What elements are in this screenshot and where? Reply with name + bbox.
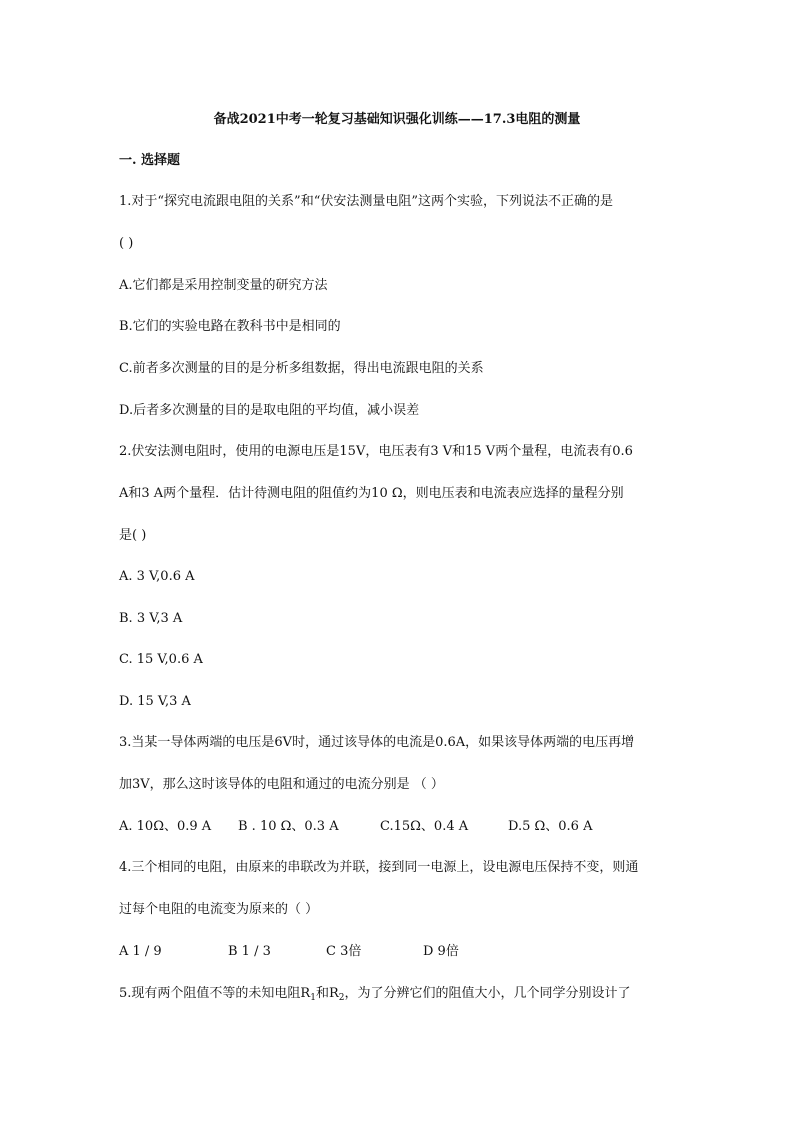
page-title: 备战2021中考一轮复习基础知识强化训练——17.3电阻的测量	[213, 112, 581, 127]
question-3-option-b: B . 10 Ω、0.3 A	[238, 819, 339, 834]
question-2-option-c: C. 15 V,0.6 A	[119, 652, 203, 667]
question-1-option-d: D.后者多次测量的目的是取电阻的平均值，减小误差	[119, 403, 420, 418]
question-3-option-d: D.5 Ω、0.6 A	[508, 819, 593, 834]
question-5-stem-line-1	[119, 985, 630, 1003]
question-3-option-c: C.15Ω、0.4 A	[380, 819, 469, 834]
question-2-option-b: B. 3 V,3 A	[119, 611, 183, 626]
question-1-option-b: B.它们的实验电路在教科书中是相同的	[119, 319, 341, 334]
r1-subscript: 1	[310, 993, 316, 1003]
question-3-stem-line-1: 3.当某一导体两端的电压是6V时，通过该导体的电流是0.6A，如果该导体两端的电压再增	[119, 735, 635, 750]
question-2-option-a: A. 3 V,0.6 A	[119, 569, 195, 584]
question-2-stem-line-1: 2.伏安法测电阻时，使用的电源电压是15V，电压表有3 V和15 V两个量程，电流表有0.6	[119, 444, 633, 459]
question-1-option-a: A.它们都是采用控制变量的研究方法	[119, 278, 328, 293]
question-4-option-b: B 1 / 3	[228, 944, 271, 959]
question-4-option-d: D 9倍	[423, 944, 459, 959]
question-2-stem-line-2: A和3 A两个量程．估计待测电阻的阻值约为10 Ω，则电压表和电流表应选择的量程分别	[119, 486, 624, 501]
question-5-text-post: ，为了分辨它们的阻值大小，几个同学分别设计了	[344, 986, 631, 1001]
question-4-stem-line-2: 过每个电阻的电流变为原来的（ ）	[119, 902, 319, 917]
question-5-text-mid: 和R	[315, 986, 339, 1001]
r2-subscript: 2	[338, 993, 345, 1003]
question-1-stem-line-1: 1.对于“探究电流跟电阻的关系”和“伏安法测量电阻”这两个实验，下列说法不正确的是	[119, 194, 613, 209]
question-2-option-d: D. 15 V,3 A	[119, 694, 191, 709]
question-1-stem-line-2: ( )	[119, 236, 134, 251]
question-1-option-c: C.前者多次测量的目的是分析多组数据，得出电流跟电阻的关系	[119, 361, 484, 376]
question-4-option-c: C 3倍	[326, 944, 362, 959]
question-4-stem-line-1: 4.三个相同的电阻，由原来的串联改为并联，接到同一电源上，设电源电压保持不变，则通	[119, 860, 639, 875]
question-3-stem-line-2: 加3V，那么这时该导体的电阻和通过的电流分别是 （ ）	[119, 777, 444, 792]
question-4-option-a: A 1 / 9	[119, 944, 162, 959]
question-3-option-a: A. 10Ω、0.9 A	[119, 819, 212, 834]
section-heading: 一. 选择题	[119, 153, 181, 168]
question-5-text-pre: 5.现有两个阻值不等的未知电阻R	[119, 986, 311, 1001]
question-2-stem-line-3: 是( )	[119, 528, 147, 543]
